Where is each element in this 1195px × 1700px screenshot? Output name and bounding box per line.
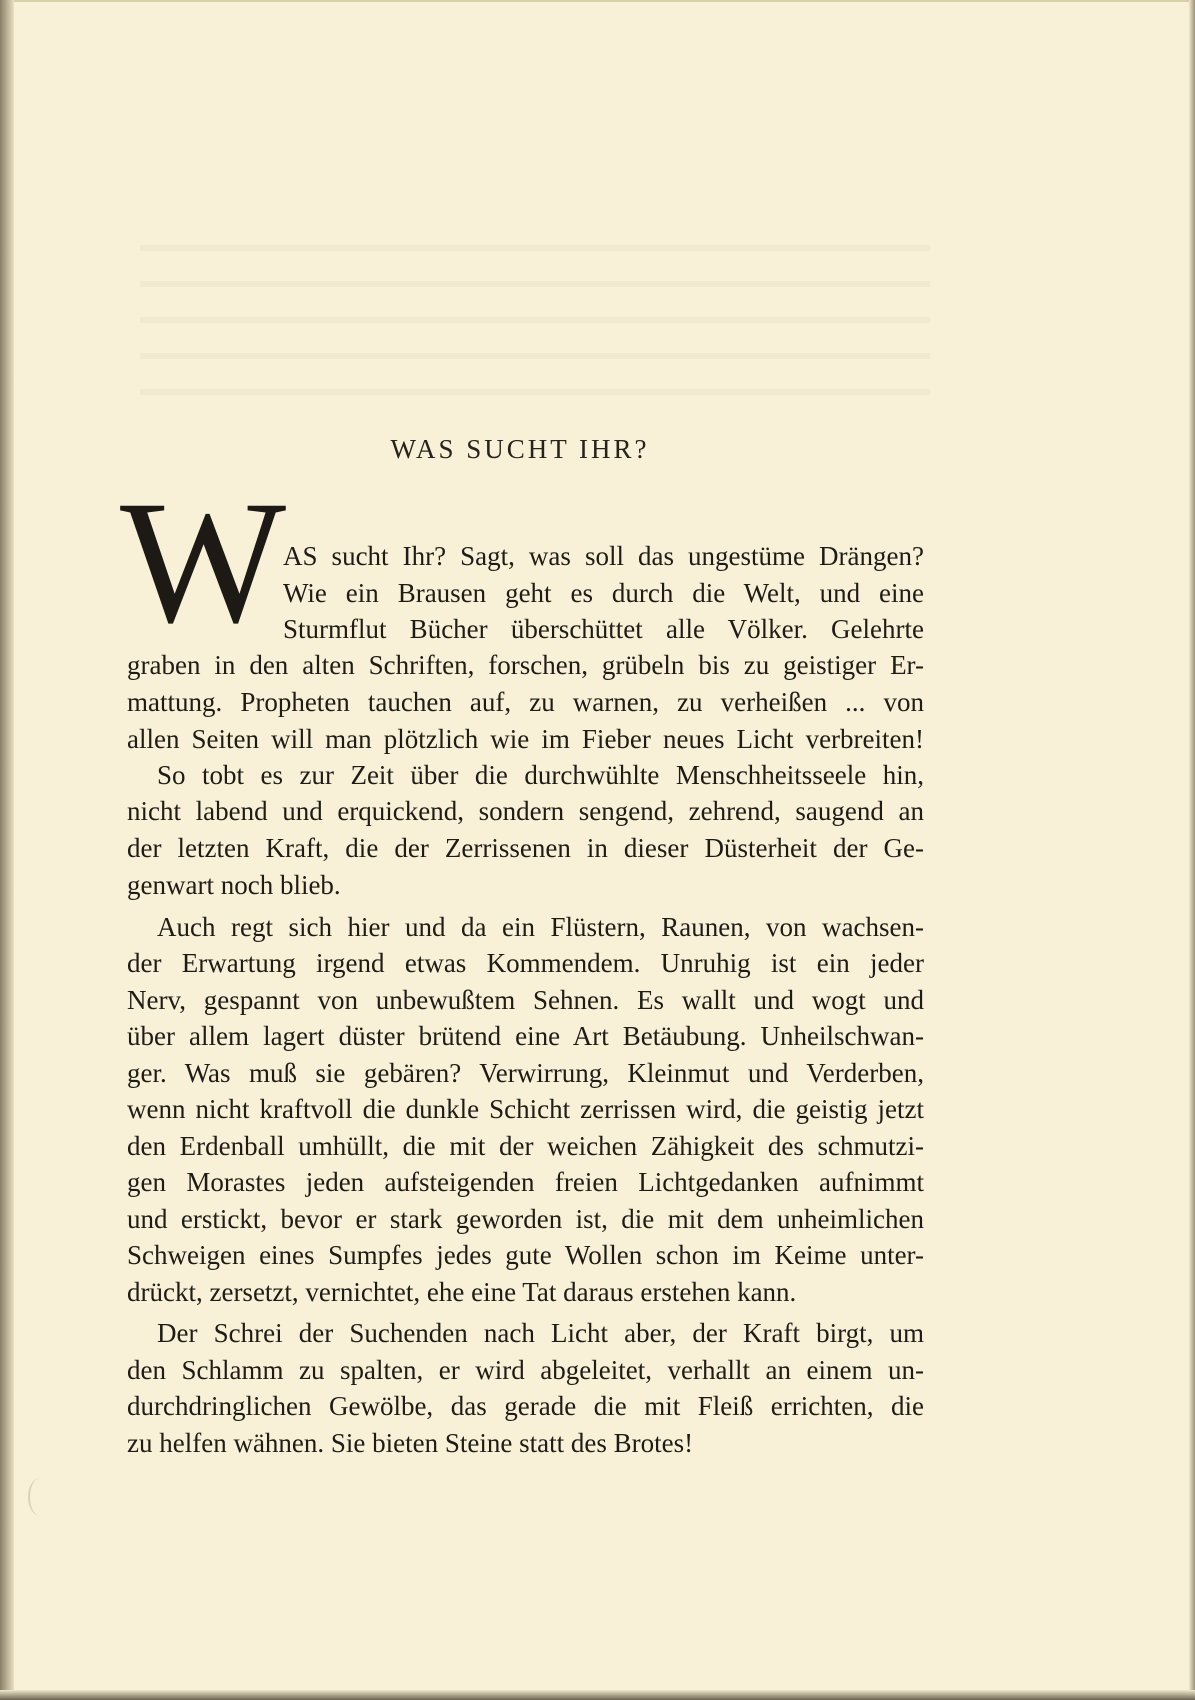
text-line: Schweigen eines Sumpfes jedes gute Wollen schon im Keime unter- — [127, 1240, 924, 1270]
text-line: Sturmflut Bücher überschüttet alle Völker. Gelehrte — [283, 614, 924, 644]
text-line: graben in den alten Schriften, forschen, grübeln bis zu geistiger Er- — [127, 650, 924, 680]
text-line: wenn nicht kraftvoll die dunkle Schicht zerrissen wird, die geistig jetzt — [127, 1094, 924, 1124]
text-line: den Schlamm zu spalten, er wird abgeleitet, verhallt an einem un- — [127, 1355, 924, 1385]
chapter-title: WAS SUCHT IHR? — [390, 434, 650, 464]
text-line: drückt, zersetzt, vernichtet, ehe eine Tat daraus erstehen kann. — [127, 1277, 797, 1307]
text-line: genwart noch blieb. — [127, 870, 341, 900]
text-line: Auch regt sich hier und da ein Flüstern, Raunen, von wachsen- — [157, 912, 924, 942]
text-line: AS sucht Ihr? Sagt, was soll das ungestüme Drängen? — [283, 541, 924, 571]
text-line: mattung. Propheten tauchen auf, zu warnen, zu verheißen ... von — [127, 687, 924, 717]
text-line: der letzten Kraft, die der Zerrissenen in dieser Düsterheit der Ge- — [127, 833, 924, 863]
text-line: zu helfen wähnen. Sie bieten Steine statt des Brotes! — [127, 1428, 694, 1458]
text-line: ger. Was muß sie gebären? Verwirrung, Kleinmut und Verderben, — [127, 1058, 924, 1088]
text-line: den Erdenball umhüllt, die mit der weichen Zähigkeit des schmutzi- — [127, 1131, 924, 1161]
text-line: der Erwartung irgend etwas Kommendem. Unruhig ist ein jeder — [127, 948, 924, 978]
page-edge-shadow — [1189, 0, 1195, 1700]
text-line: gen Morastes jeden aufsteigenden freien Lichtgedanken aufnimmt — [127, 1167, 924, 1197]
text-line: Der Schrei der Suchenden nach Licht aber, der Kraft birgt, um — [157, 1318, 924, 1348]
text-line: über allem lagert düster brütend eine Art Betäubung. Unheilschwan- — [127, 1021, 924, 1051]
text-line: und erstickt, bevor er stark geworden ist, die mit dem unheimlichen — [127, 1204, 924, 1234]
text-line: nicht labend und erquickend, sondern sengend, zehrend, saugend an — [127, 796, 924, 826]
text-line: So tobt es zur Zeit über die durchwühlte Menschheitsseele hin, — [157, 760, 924, 790]
text-line: allen Seiten will man plötzlich wie im Fieber neues Licht verbreiten! — [127, 724, 924, 754]
page-bottom-shadow — [0, 1690, 1195, 1700]
text-line: durchdringlichen Gewölbe, das gerade die mit Fleiß errichten, die — [127, 1391, 924, 1421]
text-line: Nerv, gespannt von unbewußtem Sehnen. Es wallt und wogt und — [127, 985, 924, 1015]
page-gutter-shadow — [0, 0, 14, 1700]
text-line: Wie ein Brausen geht es durch die Welt, und eine — [283, 578, 924, 608]
page-mark — [28, 1478, 52, 1516]
drop-cap: W — [120, 465, 287, 660]
show-through-text — [140, 215, 930, 425]
